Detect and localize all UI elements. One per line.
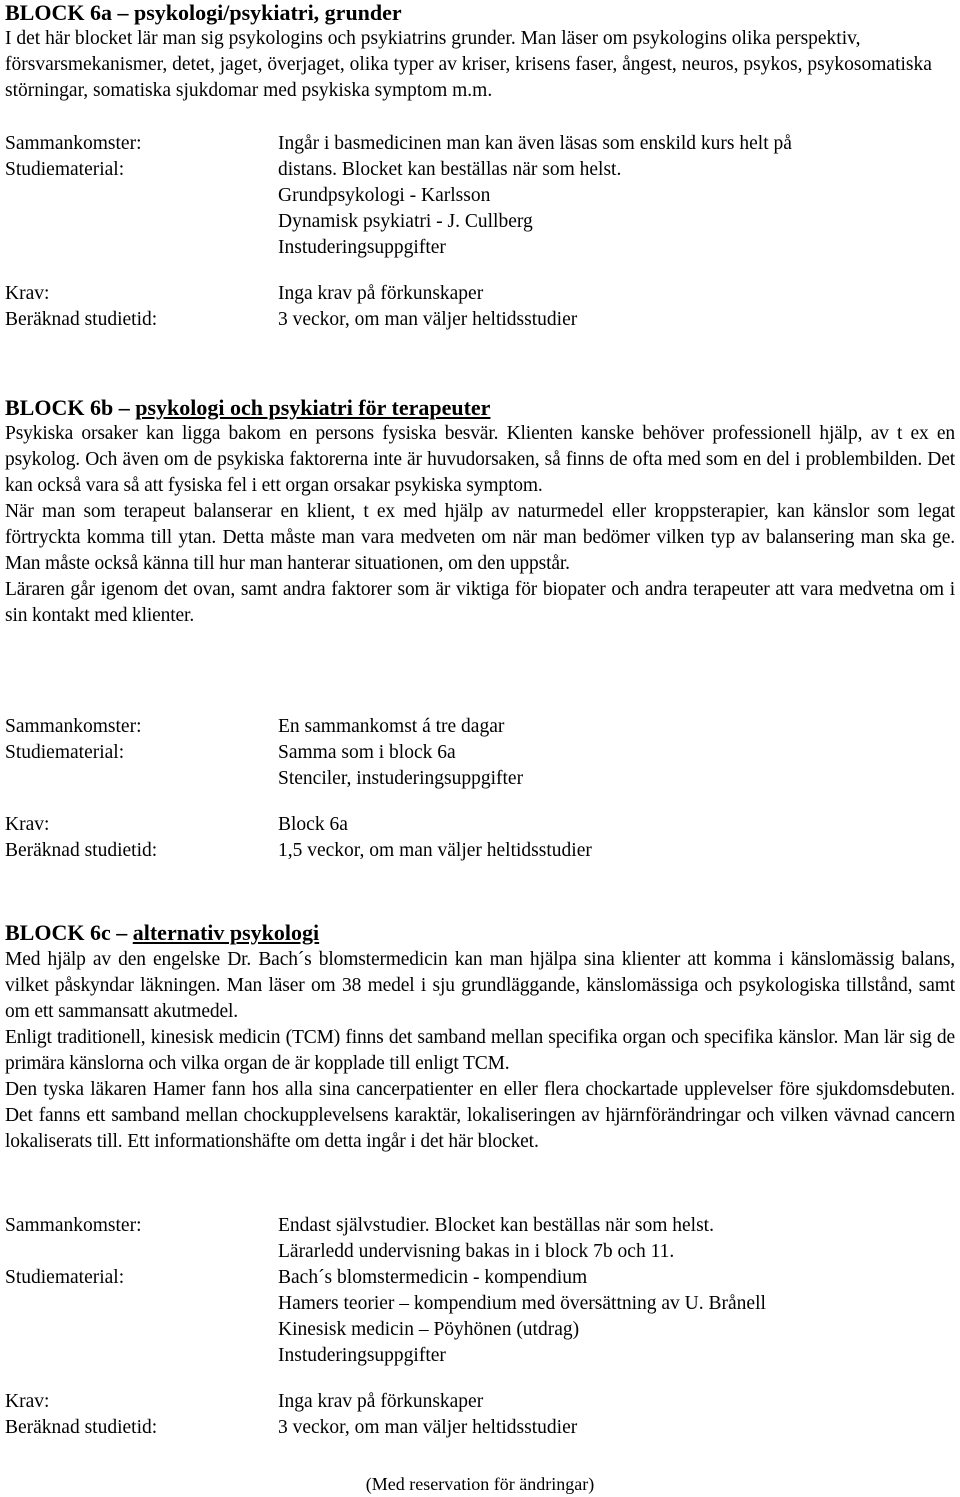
krav-value: Inga krav på förkunskaper [278,283,484,304]
studiematerial-label: Studiematerial: [5,1267,125,1288]
studiematerial-value: Instuderingsuppgifter [278,1345,446,1366]
studiematerial-value: Hamers teorier – kompendium med översättning av U. Brånell [278,1293,766,1314]
detail-row [5,209,955,235]
detail-row [5,1343,955,1369]
studietid-label: Beräknad studietid: [5,309,158,330]
studiematerial-value: Stenciler, instuderingsuppgifter [278,768,524,789]
studietid-value: 3 veckor, om man väljer heltidsstudier [278,1417,578,1438]
krav-value: Inga krav på förkunskaper [278,1391,484,1412]
block-6b-title-rest: psykologi och psykiatri för terapeuter [135,395,491,420]
block-6c-title-rest: alternativ psykologi [132,920,320,945]
sammankomster-label: Sammankomster: [5,1215,142,1236]
block-6c-title-dash: – [110,920,133,945]
detail-row [5,281,955,307]
studiematerial-label: Studiematerial: [5,742,125,763]
krav-label: Krav: [5,283,50,304]
studiematerial-label: Studiematerial: [5,159,125,180]
studietid-value: 3 veckor, om man väljer heltidsstudier [278,309,578,330]
block-6c-paragraph: Den tyska läkaren Hamer fann hos alla sina cancerpatienter en eller flera chockartade upplevelser före sjukdomsdebuten. Det fanns ett samband mellan chockupplevelsens karaktär, lokaliseringen av hjärnförändringar och vilken vävnad cancern lokaliserats till. Ett informationshäfte om detta ingår i det här blocket. [5,1079,955,1152]
block-6b-title [5,395,955,421]
block-6a-title: BLOCK 6a – psykologi/psykiatri, grunder [5,0,402,25]
block-6c-details [5,1213,955,1441]
detail-row [5,307,955,333]
studietid-label: Beräknad studietid: [5,1417,158,1438]
detail-row [5,1415,955,1441]
sammankomster-value: Lärarledd undervisning bakas in i block 7b och 11. [278,1241,675,1262]
block-6c-body [5,947,955,1155]
detail-row [5,812,955,838]
sammankomster-label: Sammankomster: [5,133,142,154]
krav-value: Block 6a [278,814,348,835]
block-6b-details [5,714,955,864]
sammankomster-value: Ingår i basmedicinen man kan även läsas som enskild kurs helt på [278,133,792,154]
detail-row [5,1265,955,1291]
block-6a-details [5,131,955,333]
block-6b-title-prefix: BLOCK 6b [5,395,114,420]
detail-row [5,1291,955,1317]
studietid-value: 1,5 veckor, om man väljer heltidsstudier [278,840,592,861]
sammankomster-label: Sammankomster: [5,716,142,737]
studiematerial-value: Grundpsykologi - Karlsson [278,185,491,206]
detail-row [5,766,955,792]
detail-row [5,235,955,261]
studietid-label: Beräknad studietid: [5,840,158,861]
detail-row [5,1213,955,1239]
detail-row [5,183,955,209]
detail-row [5,1389,955,1415]
block-6a-intro: I det här blocket lär man sig psykologins och psykiatrins grunder. Man läser om psykologins olika perspektiv, försvarsmekanismer, detet, jaget, överjaget, olika typer av kriser, krisens faser, ångest, neuros, psykos, psykosomatiska störningar, somatiska sjukdomar med psykiska symptom m.m. [5,28,932,101]
studiematerial-value: Samma som i block 6a [278,742,456,763]
block-6b-paragraph: Psykiska orsaker kan ligga bakom en persons fysiska besvär. Klienten kanske behöver professionell hjälp, av t ex en psykolog. Och även om de psykiska faktorerna inte är huvudorsaken, så finns de ofta med som en del i problembilden. Det kan också vara så att fysiska fel i ett organ orsakar psykiska symptom. [5,423,955,496]
detail-row [5,714,955,740]
sammankomster-value: Endast självstudier. Blocket kan beställas när som helst. [278,1215,714,1236]
sammankomster-value: En sammankomst á tre dagar [278,716,505,737]
footer-note: (Med reservation för ändringar) [365,1474,595,1494]
sammankomster-value: distans. Blocket kan beställas när som helst. [278,159,622,180]
block-6c-title [5,920,955,946]
studiematerial-value: Kinesisk medicin – Pöyhönen (utdrag) [278,1319,580,1340]
krav-label: Krav: [5,814,50,835]
detail-row [5,1317,955,1343]
studiematerial-value: Instuderingsuppgifter [278,237,446,258]
detail-row [5,740,955,766]
studiematerial-value: Dynamisk psykiatri - J. Cullberg [278,211,533,232]
block-6b-paragraph: När man som terapeut balanserar en klient, t ex med hjälp av naturmedel eller kroppsterapier, kan känslor som legat förtryckta komma till ytan. Detta måste man vara medveten om när man bedömer vilken typ av balansering man ska ge. Man måste också känna till hur man hanterar situationen, om den uppstår. [5,501,955,574]
krav-label: Krav: [5,1391,50,1412]
block-6b-title-dash: – [113,395,136,420]
detail-row [5,1239,955,1265]
block-6b-body [5,421,955,629]
block-6c-title-prefix: BLOCK 6c [5,920,111,945]
block-6b-paragraph: Läraren går igenom det ovan, samt andra faktorer som är viktiga för biopater och andra terapeuter att vara medvetna om i sin kontakt med klienter. [5,579,955,626]
detail-row [5,157,955,183]
block-6c-paragraph: Enligt traditionell, kinesisk medicin (TCM) finns det samband mellan specifika organ och specifika känslor. Man lär sig de primära känslorna och vilka organ de är kopplade till enligt TCM. [5,1027,955,1074]
block-6c-paragraph: Med hjälp av den engelske Dr. Bach´s blomstermedicin kan man hjälpa sina klienter att komma i känslomässig balans, vilket påskyndar läkningen. Man läser om 38 medel i sju grundläggande, känslomässiga och psykologiska tillstånd, samt om ett sammansatt akutmedel. [5,949,955,1022]
studiematerial-value: Bach´s blomstermedicin - kompendium [278,1267,588,1288]
detail-row [5,131,955,157]
detail-row [5,838,955,864]
